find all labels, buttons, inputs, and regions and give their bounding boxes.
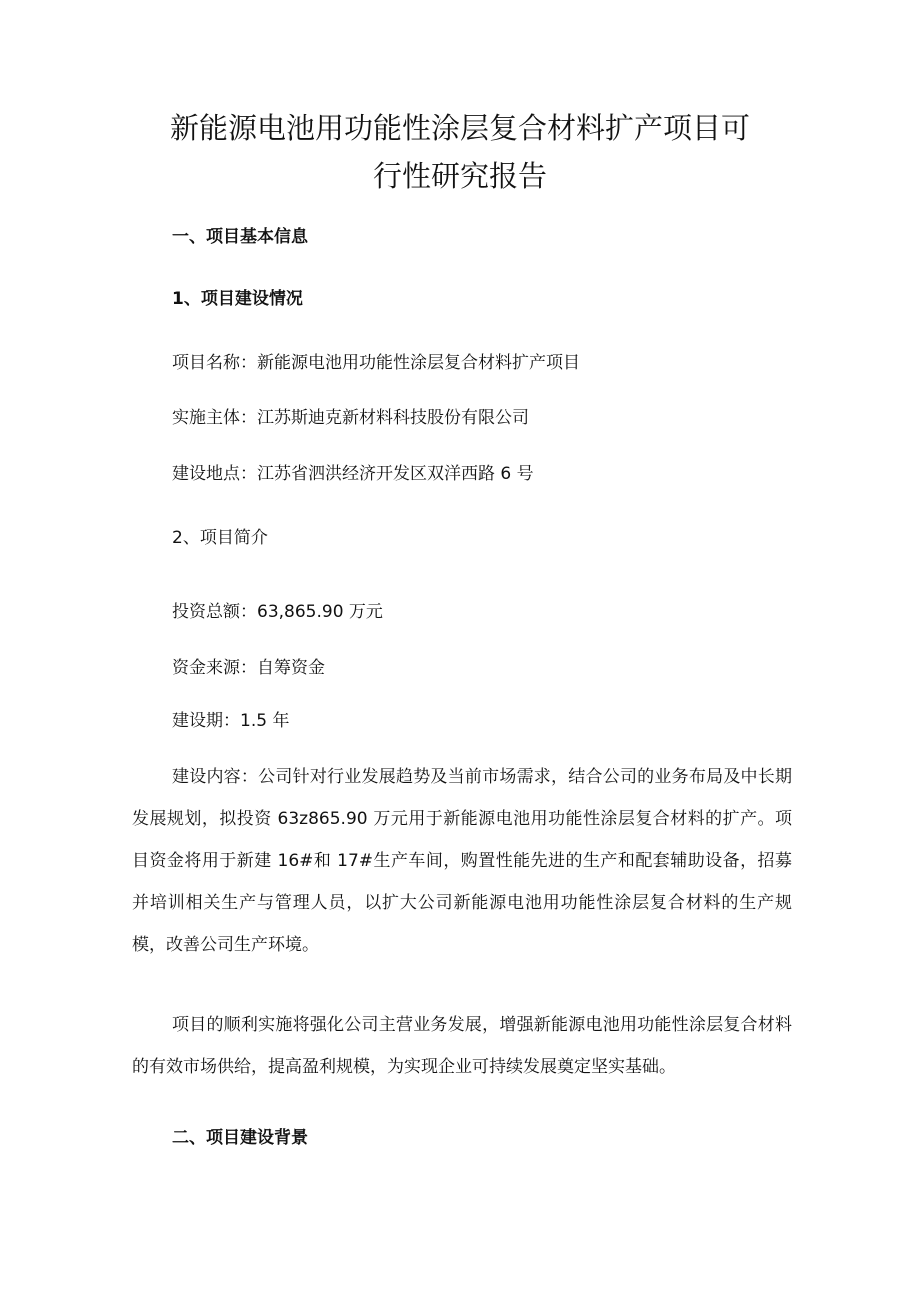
- report-title-line-2: 行性研究报告: [372, 159, 547, 193]
- implementer-line: 实施主体：江苏斯迪克新材料科技股份有限公司: [172, 408, 529, 428]
- funding-line: 资金来源：自筹资金: [172, 658, 325, 678]
- subsection-heading-construction: 1、项目建设情况: [172, 289, 303, 309]
- section-heading-basic-info: 一、项目基本信息: [172, 227, 308, 247]
- project-name-line: 项目名称：新能源电池用功能性涂层复合材料扩产项目: [172, 353, 580, 373]
- construction-content-paragraph: 建设内容：公司针对行业发展趋势及当前市场需求，结合公司的业务布局及中长期发展规划，拟投资 63z865.90 万元用于新能源电池用功能性涂层复合材料的扩产。项目资金将用于新建 16#和 17#生产车间，购置性能先进的生产和配套辅助设备，招募并培训相关生产与管理人员，以扩大公司新能源电池用功能性涂层复合材料的生产规模，改善公司生产环境。: [132, 767, 792, 955]
- subsection-heading-overview: 2、项目简介: [172, 528, 268, 548]
- section-heading-background: 二、项目建设背景: [172, 1128, 308, 1148]
- period-line: 建设期：1.5 年: [172, 711, 290, 731]
- investment-line: 投资总额：63,865.90 万元: [172, 602, 383, 622]
- location-line: 建设地点：江苏省泗洪经济开发区双洋西路 6 号: [172, 464, 534, 484]
- report-title-line-1: 新能源电池用功能性涂层复合材料扩产项目可: [169, 111, 750, 145]
- impact-paragraph: 项目的顺利实施将强化公司主营业务发展，增强新能源电池用功能性涂层复合材料的有效市场供给，提高盈利规模，为实现企业可持续发展奠定坚实基础。: [132, 1015, 792, 1077]
